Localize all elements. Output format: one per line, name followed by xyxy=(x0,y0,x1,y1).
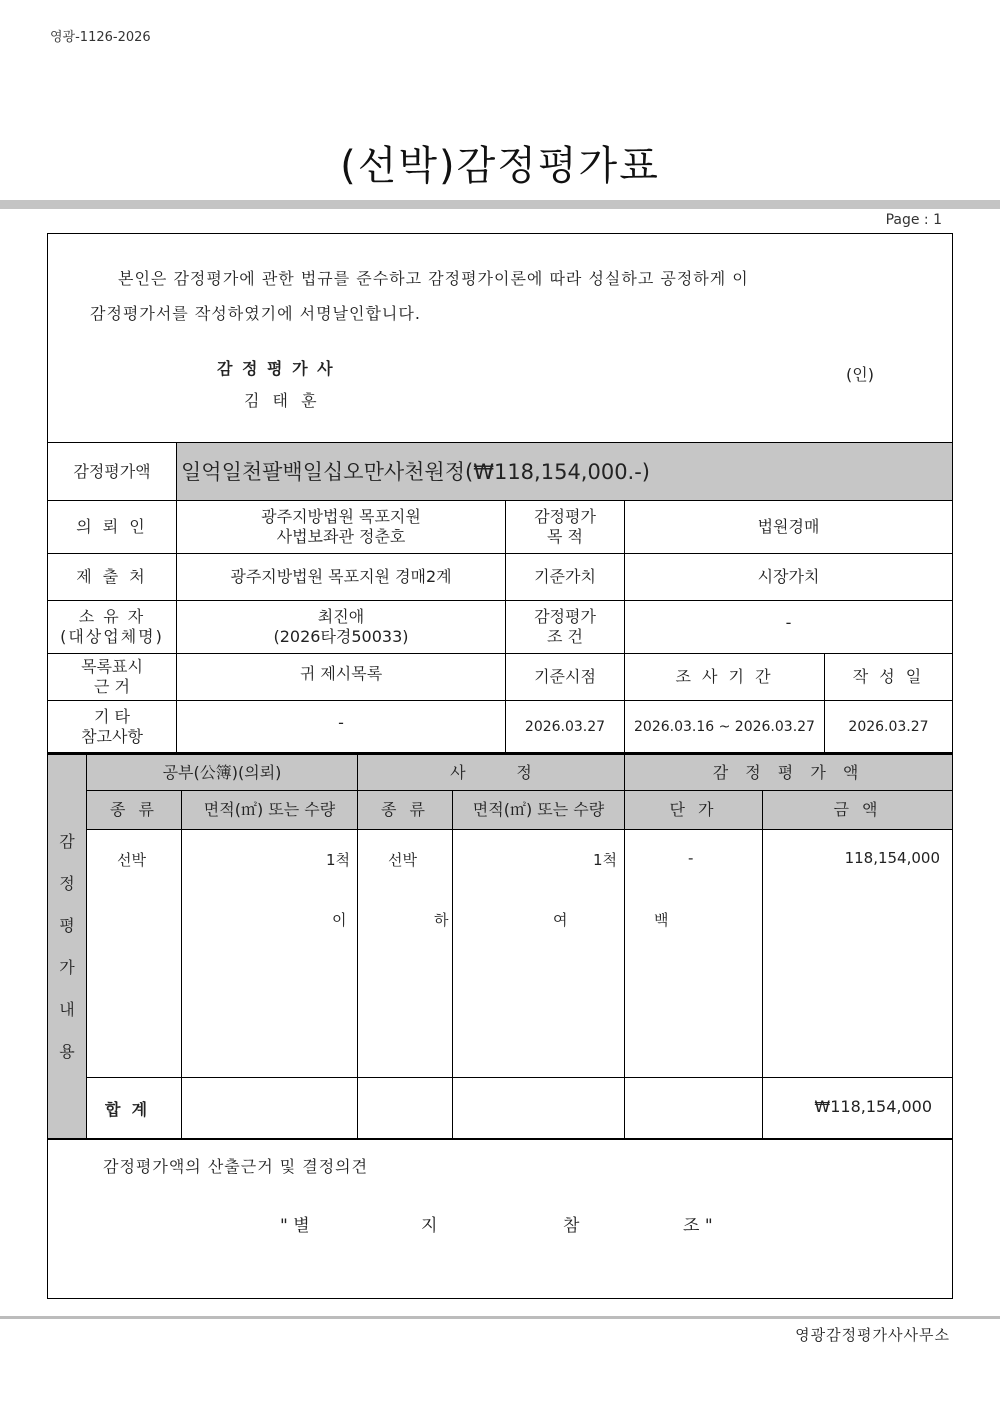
group-amount: 감 정 평 가 액 xyxy=(625,755,952,791)
basis-value-label: 기준가치 xyxy=(506,554,625,601)
footer-divider xyxy=(0,1316,1000,1319)
group-public-record: 공부(公簿)(의뢰) xyxy=(87,755,358,791)
blank-marker: 이 xyxy=(332,911,347,929)
written-date: 2026.03.27 xyxy=(825,701,952,753)
total-value: ₩118,154,000 xyxy=(814,1097,932,1116)
row-unit-price: - xyxy=(688,849,694,867)
blank-marker: 여 xyxy=(553,911,568,929)
page-title: (선박)감정평가표 xyxy=(340,143,660,189)
header-divider xyxy=(0,200,1000,209)
col-kind-survey: 종 류 xyxy=(358,791,453,830)
list-basis-value: 귀 제시목록 xyxy=(177,654,506,701)
row-kind-survey: 선박 xyxy=(388,851,417,869)
rule xyxy=(181,830,182,1138)
owner-value: 최진애 (2026타경50033) xyxy=(177,601,506,654)
col-kind: 종 류 xyxy=(87,791,182,830)
condition-label: 감정평가 조 건 xyxy=(506,601,625,654)
base-date: 2026.03.27 xyxy=(506,701,625,753)
statement-line-1: 본인은 감정평가에 관한 법규를 준수하고 감정평가이론에 따라 성실하고 공정하게 이 xyxy=(118,269,749,288)
owner-label: 소 유 자 (대상업체명) xyxy=(48,601,177,654)
rule xyxy=(762,830,763,1138)
client-label: 의 뢰 인 xyxy=(48,501,177,554)
side-char: 평 xyxy=(59,915,75,935)
opinion-ref: 참 xyxy=(563,1216,580,1236)
seal-mark: (인) xyxy=(846,365,874,384)
rule xyxy=(452,830,453,1138)
col-unit-price: 단 가 xyxy=(625,791,763,830)
side-char: 가 xyxy=(59,957,75,977)
list-basis-label: 목록표시 근 거 xyxy=(48,654,177,701)
rule xyxy=(87,1077,953,1078)
opinion-ref: 지 xyxy=(421,1216,438,1236)
rule xyxy=(624,830,625,1138)
rule xyxy=(47,1138,953,1140)
office-name: 영광감정평가사사무소 xyxy=(795,1326,950,1344)
submit-label: 제 출 처 xyxy=(48,554,177,601)
opinion-label: 감정평가액의 산출근거 및 결정의견 xyxy=(103,1157,369,1176)
side-char: 감 xyxy=(59,831,75,851)
submit-value: 광주지방법원 목포지원 경매2계 xyxy=(177,554,506,601)
col-area-survey: 면적(㎡) 또는 수량 xyxy=(453,791,625,830)
purpose-value: 법원경매 xyxy=(625,501,952,554)
opinion-ref: " 별 xyxy=(280,1216,310,1236)
page-number: Page : 1 xyxy=(885,212,942,228)
etc-value: - xyxy=(177,701,506,753)
group-survey: 사 정 xyxy=(358,755,625,791)
client-value: 광주지방법원 목포지원 사법보좌관 정춘호 xyxy=(177,501,506,554)
total-label: 합 계 xyxy=(105,1100,148,1119)
survey-period-label: 조 사 기 간 xyxy=(625,654,825,701)
purpose-label: 감정평가 목 적 xyxy=(506,501,625,554)
blank-marker: 백 xyxy=(654,911,669,929)
written-date-label: 작 성 일 xyxy=(825,654,952,701)
rule xyxy=(357,830,358,1138)
etc-label: 기 타 참고사항 xyxy=(48,701,177,753)
col-area: 면적(㎡) 또는 수량 xyxy=(182,791,358,830)
content-side-label xyxy=(48,755,87,1138)
appraiser-title: 감 정 평 가 사 xyxy=(217,359,335,378)
row-amount: 118,154,000 xyxy=(844,849,940,867)
side-char: 용 xyxy=(59,1041,75,1061)
col-amount: 금 액 xyxy=(763,791,952,830)
survey-period: 2026.03.16 ~ 2026.03.27 xyxy=(625,701,825,753)
side-char: 정 xyxy=(59,873,75,893)
appraiser-name: 김 태 훈 xyxy=(244,391,321,410)
row-qty-survey: 1척 xyxy=(592,851,617,869)
basis-value: 시장가치 xyxy=(625,554,952,601)
side-char: 내 xyxy=(59,999,75,1019)
opinion-ref: 조 " xyxy=(683,1216,713,1236)
row-kind: 선박 xyxy=(117,851,146,869)
amount-label: 감정평가액 xyxy=(48,443,177,501)
base-date-label: 기준시점 xyxy=(506,654,625,701)
blank-marker: 하 xyxy=(434,911,449,929)
document-number: 영광-1126-2026 xyxy=(50,30,151,45)
amount-value: 일억일천팔백일십오만사천원정(₩118,154,000.-) xyxy=(177,443,952,501)
row-qty: 1척 xyxy=(325,851,350,869)
condition-value: - xyxy=(625,601,952,654)
statement-line-2: 감정평가서를 작성하였기에 서명날인합니다. xyxy=(90,304,421,323)
